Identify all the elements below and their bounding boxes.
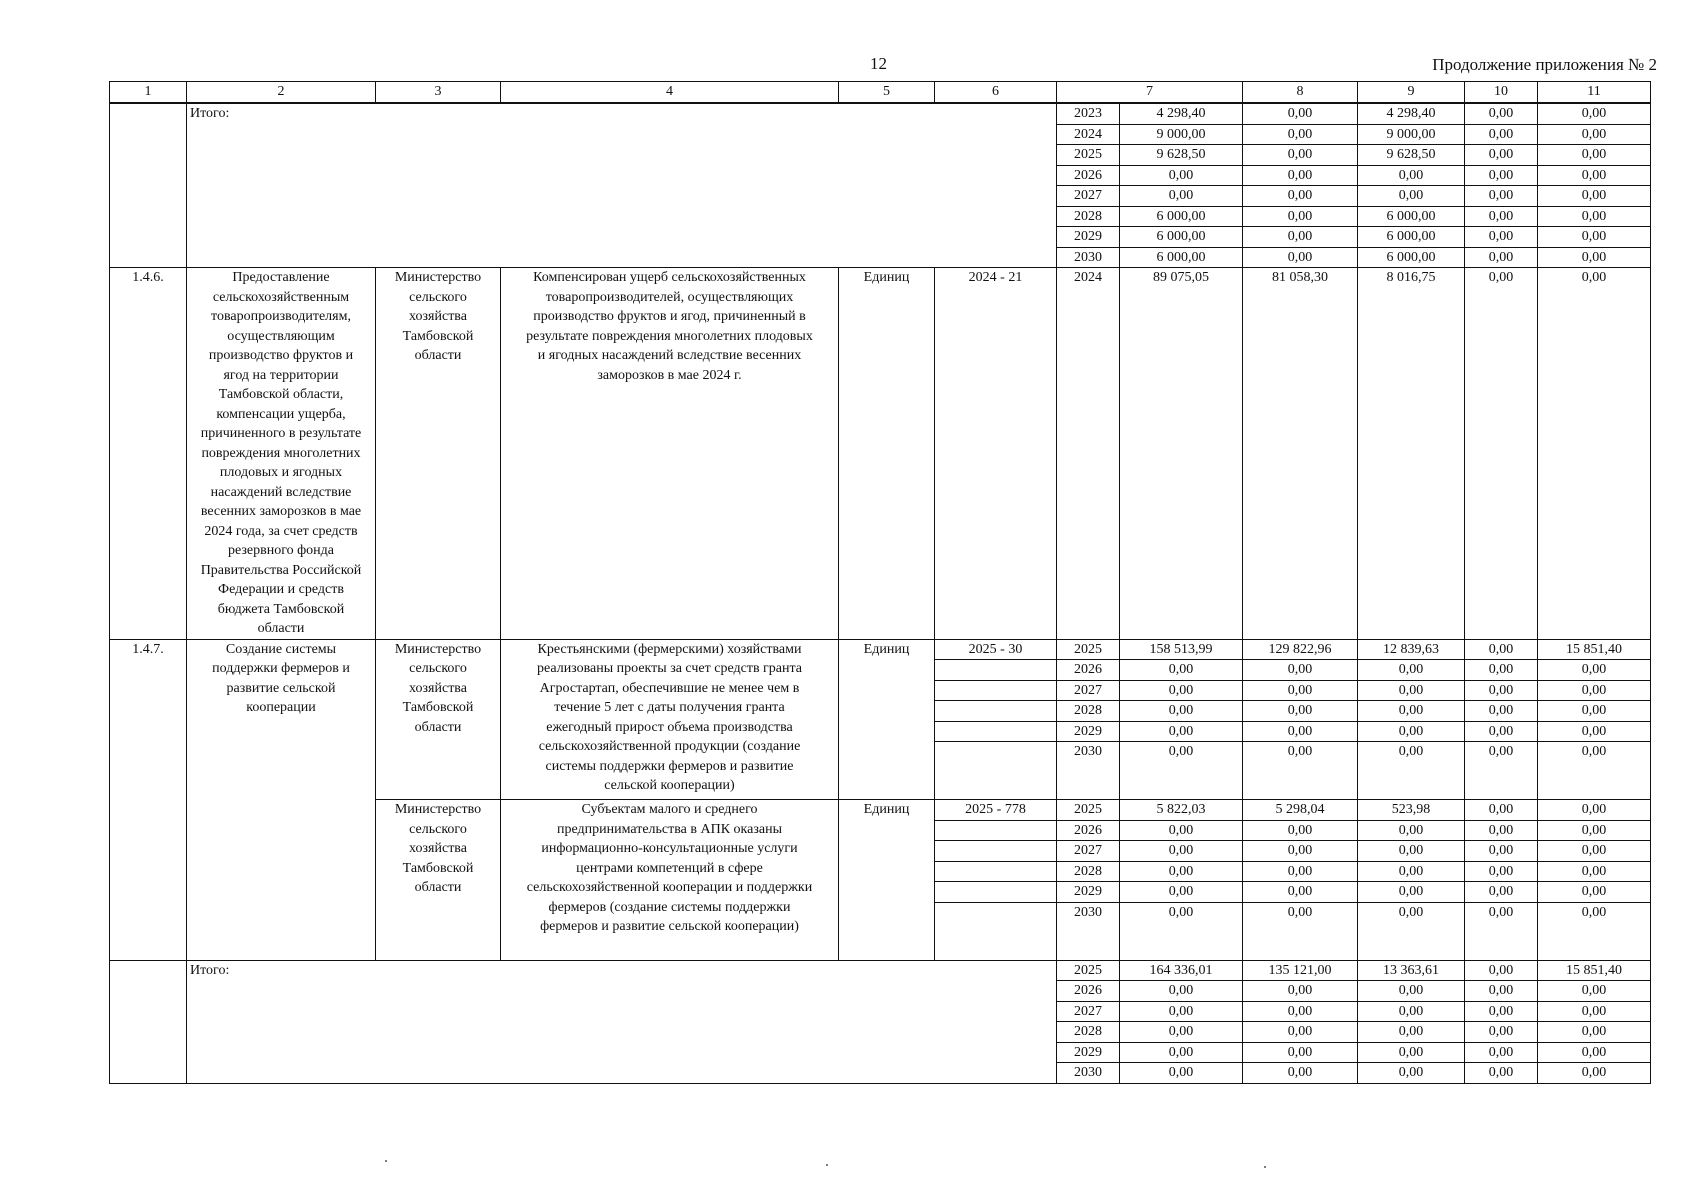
- year-cell: 2026: [1057, 820, 1120, 841]
- target-cell: [935, 820, 1057, 841]
- total-cell: 0,00: [1120, 882, 1243, 903]
- extra-cell: 0,00: [1538, 800, 1651, 821]
- item-name: Создание системы поддержки фермеров и развитие сельской кооперации: [187, 639, 376, 960]
- regional-cell: 0,00: [1358, 186, 1465, 207]
- year-cell: 2026: [1057, 981, 1120, 1002]
- federal-cell: 0,00: [1243, 742, 1358, 800]
- federal-cell: 135 121,00: [1243, 960, 1358, 981]
- federal-cell: 0,00: [1243, 680, 1358, 701]
- total-cell: 9 628,50: [1120, 145, 1243, 166]
- table-row: [110, 268, 1651, 640]
- year-cell: 2028: [1057, 1022, 1120, 1043]
- local-cell: 0,00: [1465, 1001, 1538, 1022]
- year-cell: 2027: [1057, 186, 1120, 207]
- total-cell: 6 000,00: [1120, 247, 1243, 268]
- year-cell: 2030: [1057, 1063, 1120, 1084]
- unit-cell: Единиц: [839, 268, 935, 640]
- year-cell: 2025: [1057, 800, 1120, 821]
- executor-cell: Министерство сельского хозяйства Тамбовской области: [376, 639, 501, 800]
- total-cell: 4 298,40: [1120, 103, 1243, 124]
- year-cell: 2025: [1057, 145, 1120, 166]
- year-cell: 2029: [1057, 1042, 1120, 1063]
- extra-cell: 0,00: [1538, 1063, 1651, 1084]
- local-cell: 0,00: [1465, 1022, 1538, 1043]
- budget-table: [109, 81, 1651, 1084]
- column-number-row: [110, 82, 1651, 104]
- extra-cell: 0,00: [1538, 165, 1651, 186]
- year-cell: 2030: [1057, 247, 1120, 268]
- extra-cell: 0,00: [1538, 902, 1651, 960]
- year-cell: 2029: [1057, 227, 1120, 248]
- extra-cell: 0,00: [1538, 247, 1651, 268]
- federal-cell: 0,00: [1243, 1063, 1358, 1084]
- local-cell: 0,00: [1465, 721, 1538, 742]
- total-cell: 89 075,05: [1120, 268, 1243, 640]
- executor-cell: Министерство сельского хозяйства Тамбовской области: [376, 800, 501, 961]
- col-header: 6: [935, 82, 1057, 104]
- local-cell: 0,00: [1465, 1042, 1538, 1063]
- unit-cell: Единиц: [839, 800, 935, 961]
- total-cell: 158 513,99: [1120, 639, 1243, 660]
- code-cell: [110, 103, 187, 268]
- federal-cell: 0,00: [1243, 103, 1358, 124]
- extra-cell: 0,00: [1538, 820, 1651, 841]
- federal-cell: 0,00: [1243, 247, 1358, 268]
- result-cell: Компенсирован ущерб сельскохозяйственных товаропроизводителей, осуществляющих производство фруктов и ягод, причиненный в результате повреждения многолетних плодовых и ягодных насаждений вследствие весенних заморозков в мае 2024 г.: [501, 268, 839, 640]
- target-cell: [935, 660, 1057, 681]
- federal-cell: 0,00: [1243, 882, 1358, 903]
- federal-cell: 5 298,04: [1243, 800, 1358, 821]
- year-cell: 2023: [1057, 103, 1120, 124]
- col-header: 3: [376, 82, 501, 104]
- total-cell: 0,00: [1120, 902, 1243, 960]
- regional-cell: 9 628,50: [1358, 145, 1465, 166]
- executor-cell: Министерство сельского хозяйства Тамбовской области: [376, 268, 501, 640]
- extra-cell: 0,00: [1538, 660, 1651, 681]
- year-cell: 2026: [1057, 165, 1120, 186]
- extra-cell: 0,00: [1538, 721, 1651, 742]
- regional-cell: 4 298,40: [1358, 103, 1465, 124]
- total-cell: 5 822,03: [1120, 800, 1243, 821]
- col-header: 8: [1243, 82, 1358, 104]
- col-header: 1: [110, 82, 187, 104]
- regional-cell: 0,00: [1358, 680, 1465, 701]
- result-cell: Крестьянскими (фермерскими) хозяйствами реализованы проекты за счет средств гранта Агростартап, обеспечившие не менее чем в течение 5 лет с даты получения гранта ежегодный прирост объема производства сельскохозяйственной продукции (создание системы поддержки фермеров и развитие сельской кооперации): [501, 639, 839, 800]
- total-cell: 9 000,00: [1120, 124, 1243, 145]
- extra-cell: 0,00: [1538, 680, 1651, 701]
- federal-cell: 0,00: [1243, 227, 1358, 248]
- page-number: 12: [870, 54, 887, 73]
- extra-cell: 0,00: [1538, 227, 1651, 248]
- extra-cell: 0,00: [1538, 1042, 1651, 1063]
- total-cell: 6 000,00: [1120, 206, 1243, 227]
- regional-cell: 0,00: [1358, 660, 1465, 681]
- regional-cell: 6 000,00: [1358, 247, 1465, 268]
- target-cell: [935, 841, 1057, 862]
- regional-cell: 0,00: [1358, 742, 1465, 800]
- regional-cell: 0,00: [1358, 1063, 1465, 1084]
- target-cell: [935, 861, 1057, 882]
- extra-cell: 0,00: [1538, 145, 1651, 166]
- total-cell: 0,00: [1120, 861, 1243, 882]
- totals-label: Итого:: [187, 960, 1057, 1083]
- year-cell: 2030: [1057, 742, 1120, 800]
- local-cell: 0,00: [1465, 660, 1538, 681]
- extra-cell: 0,00: [1538, 861, 1651, 882]
- year-cell: 2029: [1057, 882, 1120, 903]
- col-header: 10: [1465, 82, 1538, 104]
- federal-cell: 0,00: [1243, 981, 1358, 1002]
- target-cell: [935, 680, 1057, 701]
- year-cell: 2026: [1057, 660, 1120, 681]
- extra-cell: 0,00: [1538, 742, 1651, 800]
- regional-cell: 0,00: [1358, 981, 1465, 1002]
- totals-label: Итого:: [187, 103, 1057, 268]
- local-cell: 0,00: [1465, 861, 1538, 882]
- local-cell: 0,00: [1465, 742, 1538, 800]
- regional-cell: 0,00: [1358, 721, 1465, 742]
- federal-cell: 0,00: [1243, 701, 1358, 722]
- local-cell: 0,00: [1465, 124, 1538, 145]
- item-code: 1.4.7.: [110, 639, 187, 960]
- total-cell: 0,00: [1120, 680, 1243, 701]
- total-cell: 0,00: [1120, 1042, 1243, 1063]
- regional-cell: 0,00: [1358, 820, 1465, 841]
- extra-cell: 0,00: [1538, 103, 1651, 124]
- code-cell: [110, 960, 187, 1083]
- federal-cell: 0,00: [1243, 1001, 1358, 1022]
- local-cell: 0,00: [1465, 206, 1538, 227]
- extra-cell: 0,00: [1538, 268, 1651, 640]
- year-cell: 2028: [1057, 861, 1120, 882]
- total-cell: 0,00: [1120, 1001, 1243, 1022]
- federal-cell: 0,00: [1243, 124, 1358, 145]
- extra-cell: 15 851,40: [1538, 639, 1651, 660]
- extra-cell: 0,00: [1538, 1001, 1651, 1022]
- local-cell: 0,00: [1465, 639, 1538, 660]
- federal-cell: 0,00: [1243, 145, 1358, 166]
- local-cell: 0,00: [1465, 820, 1538, 841]
- regional-cell: 0,00: [1358, 841, 1465, 862]
- federal-cell: 129 822,96: [1243, 639, 1358, 660]
- year-cell: 2028: [1057, 206, 1120, 227]
- local-cell: 0,00: [1465, 247, 1538, 268]
- extra-cell: 15 851,40: [1538, 960, 1651, 981]
- year-cell: 2028: [1057, 701, 1120, 722]
- federal-cell: 0,00: [1243, 841, 1358, 862]
- total-cell: 0,00: [1120, 186, 1243, 207]
- extra-cell: 0,00: [1538, 124, 1651, 145]
- col-header: 5: [839, 82, 935, 104]
- total-cell: 0,00: [1120, 1022, 1243, 1043]
- local-cell: 0,00: [1465, 902, 1538, 960]
- result-cell: Субъектам малого и среднего предпринимательства в АПК оказаны информационно-консультационные услуги центрами компетенций в сфере сельскохозяйственной кооперации и поддержки фермеров (создание системы поддержки фермеров и развитие сельской кооперации): [501, 800, 839, 961]
- year-cell: 2025: [1057, 960, 1120, 981]
- local-cell: 0,00: [1465, 841, 1538, 862]
- federal-cell: 0,00: [1243, 902, 1358, 960]
- regional-cell: 8 016,75: [1358, 268, 1465, 640]
- table-row: [110, 639, 1651, 660]
- extra-cell: 0,00: [1538, 186, 1651, 207]
- local-cell: 0,00: [1465, 680, 1538, 701]
- target-cell: [935, 902, 1057, 960]
- year-cell: 2024: [1057, 268, 1120, 640]
- item-name: Предоставление сельскохозяйственным товаропроизводителям, осуществляющим производство фруктов и ягод на территории Тамбовской области, компенсации ущерба, причиненного в результате повреждения многолетних плодовых и ягодных насаждений вследствие весенних заморозков в мае 2024 года, за счет средств резервного фонда Правительства Российской Федерации и средств бюджета Тамбовской области: [187, 268, 376, 640]
- regional-cell: 6 000,00: [1358, 206, 1465, 227]
- local-cell: 0,00: [1465, 186, 1538, 207]
- regional-cell: 0,00: [1358, 861, 1465, 882]
- local-cell: 0,00: [1465, 103, 1538, 124]
- federal-cell: 0,00: [1243, 1022, 1358, 1043]
- total-cell: 0,00: [1120, 721, 1243, 742]
- target-cell: [935, 701, 1057, 722]
- federal-cell: 0,00: [1243, 186, 1358, 207]
- federal-cell: 0,00: [1243, 660, 1358, 681]
- continuation-caption: Продолжение приложения № 2: [1432, 55, 1657, 74]
- local-cell: 0,00: [1465, 165, 1538, 186]
- extra-cell: 0,00: [1538, 841, 1651, 862]
- table-row: [110, 103, 1651, 124]
- regional-cell: 12 839,63: [1358, 639, 1465, 660]
- federal-cell: 0,00: [1243, 206, 1358, 227]
- federal-cell: 0,00: [1243, 820, 1358, 841]
- target-cell: 2024 - 21: [935, 268, 1057, 640]
- year-cell: 2025: [1057, 639, 1120, 660]
- scan-speck: [826, 1164, 828, 1166]
- target-cell: 2025 - 778: [935, 800, 1057, 821]
- total-cell: 0,00: [1120, 1063, 1243, 1084]
- regional-cell: 6 000,00: [1358, 227, 1465, 248]
- year-cell: 2029: [1057, 721, 1120, 742]
- scan-speck: [385, 1160, 387, 1162]
- item-code: 1.4.6.: [110, 268, 187, 640]
- local-cell: 0,00: [1465, 268, 1538, 640]
- local-cell: 0,00: [1465, 800, 1538, 821]
- extra-cell: 0,00: [1538, 1022, 1651, 1043]
- local-cell: 0,00: [1465, 1063, 1538, 1084]
- regional-cell: 9 000,00: [1358, 124, 1465, 145]
- regional-cell: 0,00: [1358, 1001, 1465, 1022]
- local-cell: 0,00: [1465, 960, 1538, 981]
- regional-cell: 0,00: [1358, 902, 1465, 960]
- federal-cell: 81 058,30: [1243, 268, 1358, 640]
- federal-cell: 0,00: [1243, 1042, 1358, 1063]
- federal-cell: 0,00: [1243, 861, 1358, 882]
- target-cell: [935, 742, 1057, 800]
- col-header: 2: [187, 82, 376, 104]
- table-row: [110, 960, 1651, 981]
- target-cell: [935, 721, 1057, 742]
- local-cell: 0,00: [1465, 701, 1538, 722]
- regional-cell: 523,98: [1358, 800, 1465, 821]
- regional-cell: 0,00: [1358, 165, 1465, 186]
- total-cell: 6 000,00: [1120, 227, 1243, 248]
- regional-cell: 0,00: [1358, 1022, 1465, 1043]
- target-cell: [935, 882, 1057, 903]
- unit-cell: Единиц: [839, 639, 935, 800]
- year-cell: 2027: [1057, 1001, 1120, 1022]
- extra-cell: 0,00: [1538, 882, 1651, 903]
- target-cell: 2025 - 30: [935, 639, 1057, 660]
- col-header: 4: [501, 82, 839, 104]
- federal-cell: 0,00: [1243, 165, 1358, 186]
- regional-cell: 0,00: [1358, 701, 1465, 722]
- year-cell: 2030: [1057, 902, 1120, 960]
- total-cell: 0,00: [1120, 660, 1243, 681]
- year-cell: 2024: [1057, 124, 1120, 145]
- total-cell: 164 336,01: [1120, 960, 1243, 981]
- local-cell: 0,00: [1465, 145, 1538, 166]
- local-cell: 0,00: [1465, 227, 1538, 248]
- col-header: 11: [1538, 82, 1651, 104]
- regional-cell: 13 363,61: [1358, 960, 1465, 981]
- total-cell: 0,00: [1120, 820, 1243, 841]
- local-cell: 0,00: [1465, 882, 1538, 903]
- total-cell: 0,00: [1120, 981, 1243, 1002]
- col-header: 9: [1358, 82, 1465, 104]
- total-cell: 0,00: [1120, 841, 1243, 862]
- extra-cell: 0,00: [1538, 206, 1651, 227]
- federal-cell: 0,00: [1243, 721, 1358, 742]
- local-cell: 0,00: [1465, 981, 1538, 1002]
- extra-cell: 0,00: [1538, 701, 1651, 722]
- year-cell: 2027: [1057, 841, 1120, 862]
- col-header: 7: [1057, 82, 1243, 104]
- total-cell: 0,00: [1120, 165, 1243, 186]
- total-cell: 0,00: [1120, 742, 1243, 800]
- scan-speck: [1264, 1166, 1266, 1168]
- table-body: [110, 103, 1651, 1083]
- regional-cell: 0,00: [1358, 1042, 1465, 1063]
- regional-cell: 0,00: [1358, 882, 1465, 903]
- year-cell: 2027: [1057, 680, 1120, 701]
- total-cell: 0,00: [1120, 701, 1243, 722]
- extra-cell: 0,00: [1538, 981, 1651, 1002]
